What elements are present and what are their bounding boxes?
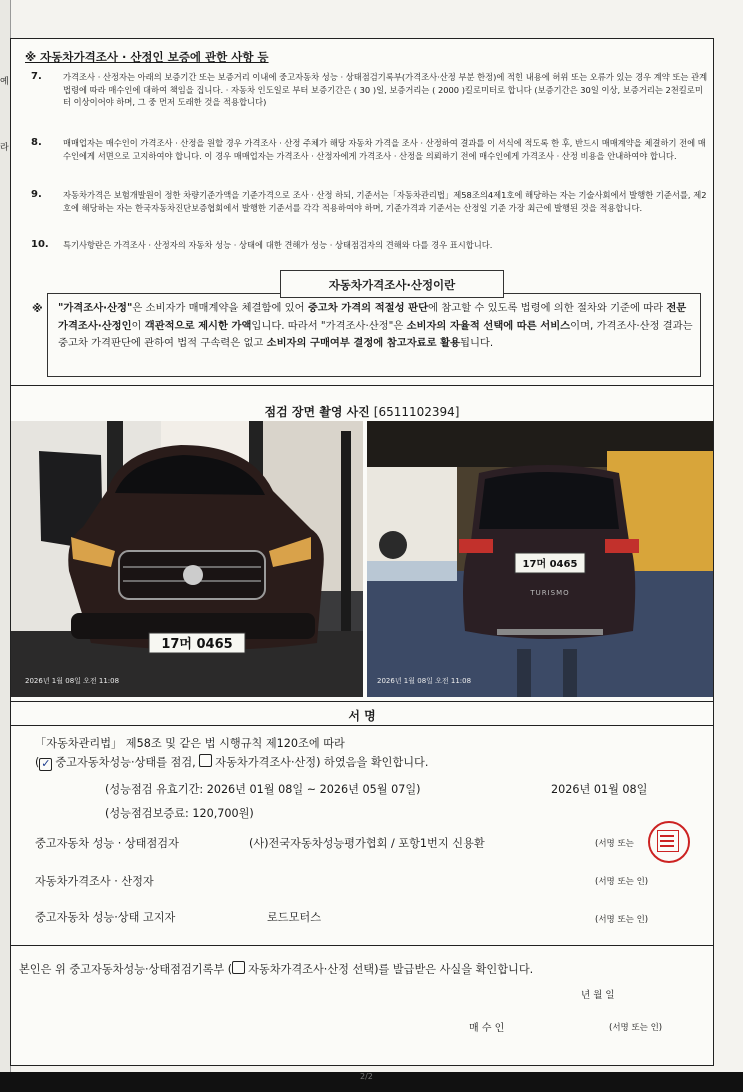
notice-item-10 — [25, 239, 709, 252]
document-page — [10, 38, 714, 1066]
divider — [11, 701, 713, 702]
inspection-fee: (성능점검보증료: 120,700원) — [105, 807, 254, 820]
front-inspection-photo — [11, 421, 363, 697]
signature-field[interactable]: (서명 또는 인) — [595, 877, 649, 887]
item-number: 8. — [31, 137, 42, 148]
item-number: 9. — [31, 189, 42, 200]
price-definition-text: "가격조사·산정"은 소비자가 매매계약을 체결함에 있어 중고차 가격의 적절성 판단에 참고할 수 있도록 법령에 의한 절차와 기준에 따라 전문 가격조사·산정인이 객관적으로 제시한 가액입니다. 따라서 "가격조사·산정"은 소비자의 자율적 선택에 따른 서비스이며, 가격조사·산정 결과는 중고차 가격판단에 관하여 법적 구속력은 없고 소비자의 구매여부 결정에 참고자료로 활용됩니다. — [58, 302, 693, 349]
seal-stamp — [648, 821, 690, 863]
inspector-name: (사)전국자동차성능평가협회 / 포항1번지 신용환 — [249, 837, 485, 850]
edge-mark: 라 — [0, 143, 9, 153]
price-check-checkbox[interactable] — [199, 754, 212, 767]
divider — [11, 385, 713, 386]
signature-field[interactable]: (서명 또는 — [595, 839, 634, 849]
divider — [11, 945, 713, 946]
photo-section-title — [11, 403, 713, 420]
front-plate: 17머 0465 — [161, 637, 233, 652]
item-text: 매매업자는 매수인이 가격조사 · 산정을 원할 경우 가격조사 · 산정 주체가 해당 자동차 가격을 조사 · 산정하여 결과를 이 서식에 적도록 한 후, 반드시 매매계약을 체결하기 전에 매수인에게 서면으로 고지하여야 합니다. 이 경우 매매업자는 가격조사 · 산정자에게 가격조사 · 산정을 의뢰하기 전에 매수인에게 가격조사 · 산정 비용을 안내하여야 합니다. — [63, 138, 706, 161]
notice-item-9 — [25, 189, 709, 214]
inspector-label: 중고자동차 성능 · 상태점검자 — [35, 837, 179, 850]
buyer-signature-field[interactable]: (서명 또는 인) — [609, 1023, 663, 1033]
photo-title-text: 점검 장면 촬영 사진 — [264, 405, 370, 419]
scan-bottom-edge — [0, 1072, 743, 1092]
rear-plate: 17머 0465 — [522, 559, 578, 570]
section-title: ※ 자동차가격조사 · 산정인 보증에 관한 사항 등 — [25, 50, 269, 64]
page-number: 2/2 — [360, 1072, 373, 1081]
price-definition-title: 자동차가격조사·산정이란 — [280, 270, 504, 298]
signature-field[interactable]: (서명 또는 인) — [595, 915, 649, 925]
rear-inspection-photo — [367, 421, 713, 697]
price-definition-box — [32, 278, 701, 377]
law-reference: 「자동차관리법」 제58조 및 같은 법 시행규칙 제120조에 따라 — [35, 737, 345, 750]
item-number: 10. — [31, 239, 49, 250]
item-number: 7. — [31, 71, 42, 82]
buyer-label: 매 수 인 — [469, 1023, 505, 1034]
notifier-name: 로드모터스 — [267, 911, 322, 924]
signature-title: 서 명 — [348, 709, 376, 723]
inspection-check-line: ( ✓ 중고자동차성능·상태를 점검, 자동차가격조사·산정) 하였음을 확인합니다. — [35, 756, 429, 770]
inspection-code: [6511102394] — [373, 405, 460, 419]
performance-check-checkbox[interactable]: ✓ — [41, 757, 51, 770]
item-text: 가격조사 · 산정자는 아래의 보증기간 또는 보증거리 이내에 중고자동차 성능 · 상태점검기록부(가격조사·산정 부분 한정)에 적힌 내용에 허위 또는 오류가 있는 경우 계약 또는 관계법령에 따라 매수인에 대하여 책임을 집니다. · 자동차 인도일로 부터 보증기간은 ( 30 )일, 보증거리는 ( 2000 )킬로미터로 합니다 (보증기간은 30일 이상, 보증거리는 2천킬로미터 이상이어야 하며, 그 중 먼저 도래한 것을 적용합니다) — [63, 72, 708, 108]
reference-mark: ※ — [32, 302, 43, 315]
edge-mark: 예 — [0, 77, 9, 87]
rear-badge: TURISMO — [530, 589, 570, 597]
divider — [11, 725, 713, 726]
signature-date: 2026년 01월 08일 — [551, 783, 648, 796]
validity-period: (성능점검 유효기간: 2026년 01월 08일 ~ 2026년 05월 07일) — [105, 783, 421, 796]
notice-item-7 — [25, 71, 709, 109]
notifier-label: 중고자동차 성능·상태 고지자 — [35, 911, 176, 924]
notice-item-8 — [25, 137, 709, 162]
receipt-confirmation: 본인은 위 중고자동차성능·상태점검기록부 ( 자동차가격조사·산정 선택)를 발급받은 사실을 확인합니다. — [19, 963, 534, 976]
front-timestamp: 2026년 1월 08일 오전 11:08 — [25, 677, 120, 685]
rear-timestamp: 2026년 1월 08일 오전 11:08 — [377, 677, 472, 685]
receipt-date: 년 월 일 — [581, 990, 615, 1001]
item-text: 자동차가격은 보험개발원이 정한 차량기준가액을 기준가격으로 조사 · 산정 하되, 기준서는「자동차관리법」제58조의4제1호에 해당하는 자는 기술사회에서 발행한 기준서를, 제2호에 해당하는 자는 한국자동차진단보증협회에서 발행한 기준서를 각각 적용하여야 하며, 기준가격과 기준서는 산정일 기준 가장 최근에 발행된 것을 적용합니다. — [63, 190, 707, 213]
appraiser-label: 자동차가격조사 · 산정자 — [35, 875, 154, 888]
item-text: 특기사항란은 가격조사 · 산정자의 자동차 성능 · 상태에 대한 견해가 성능 · 상태점검자의 견해와 다를 경우 표시합니다. — [63, 240, 493, 250]
receipt-price-checkbox[interactable] — [232, 961, 245, 974]
